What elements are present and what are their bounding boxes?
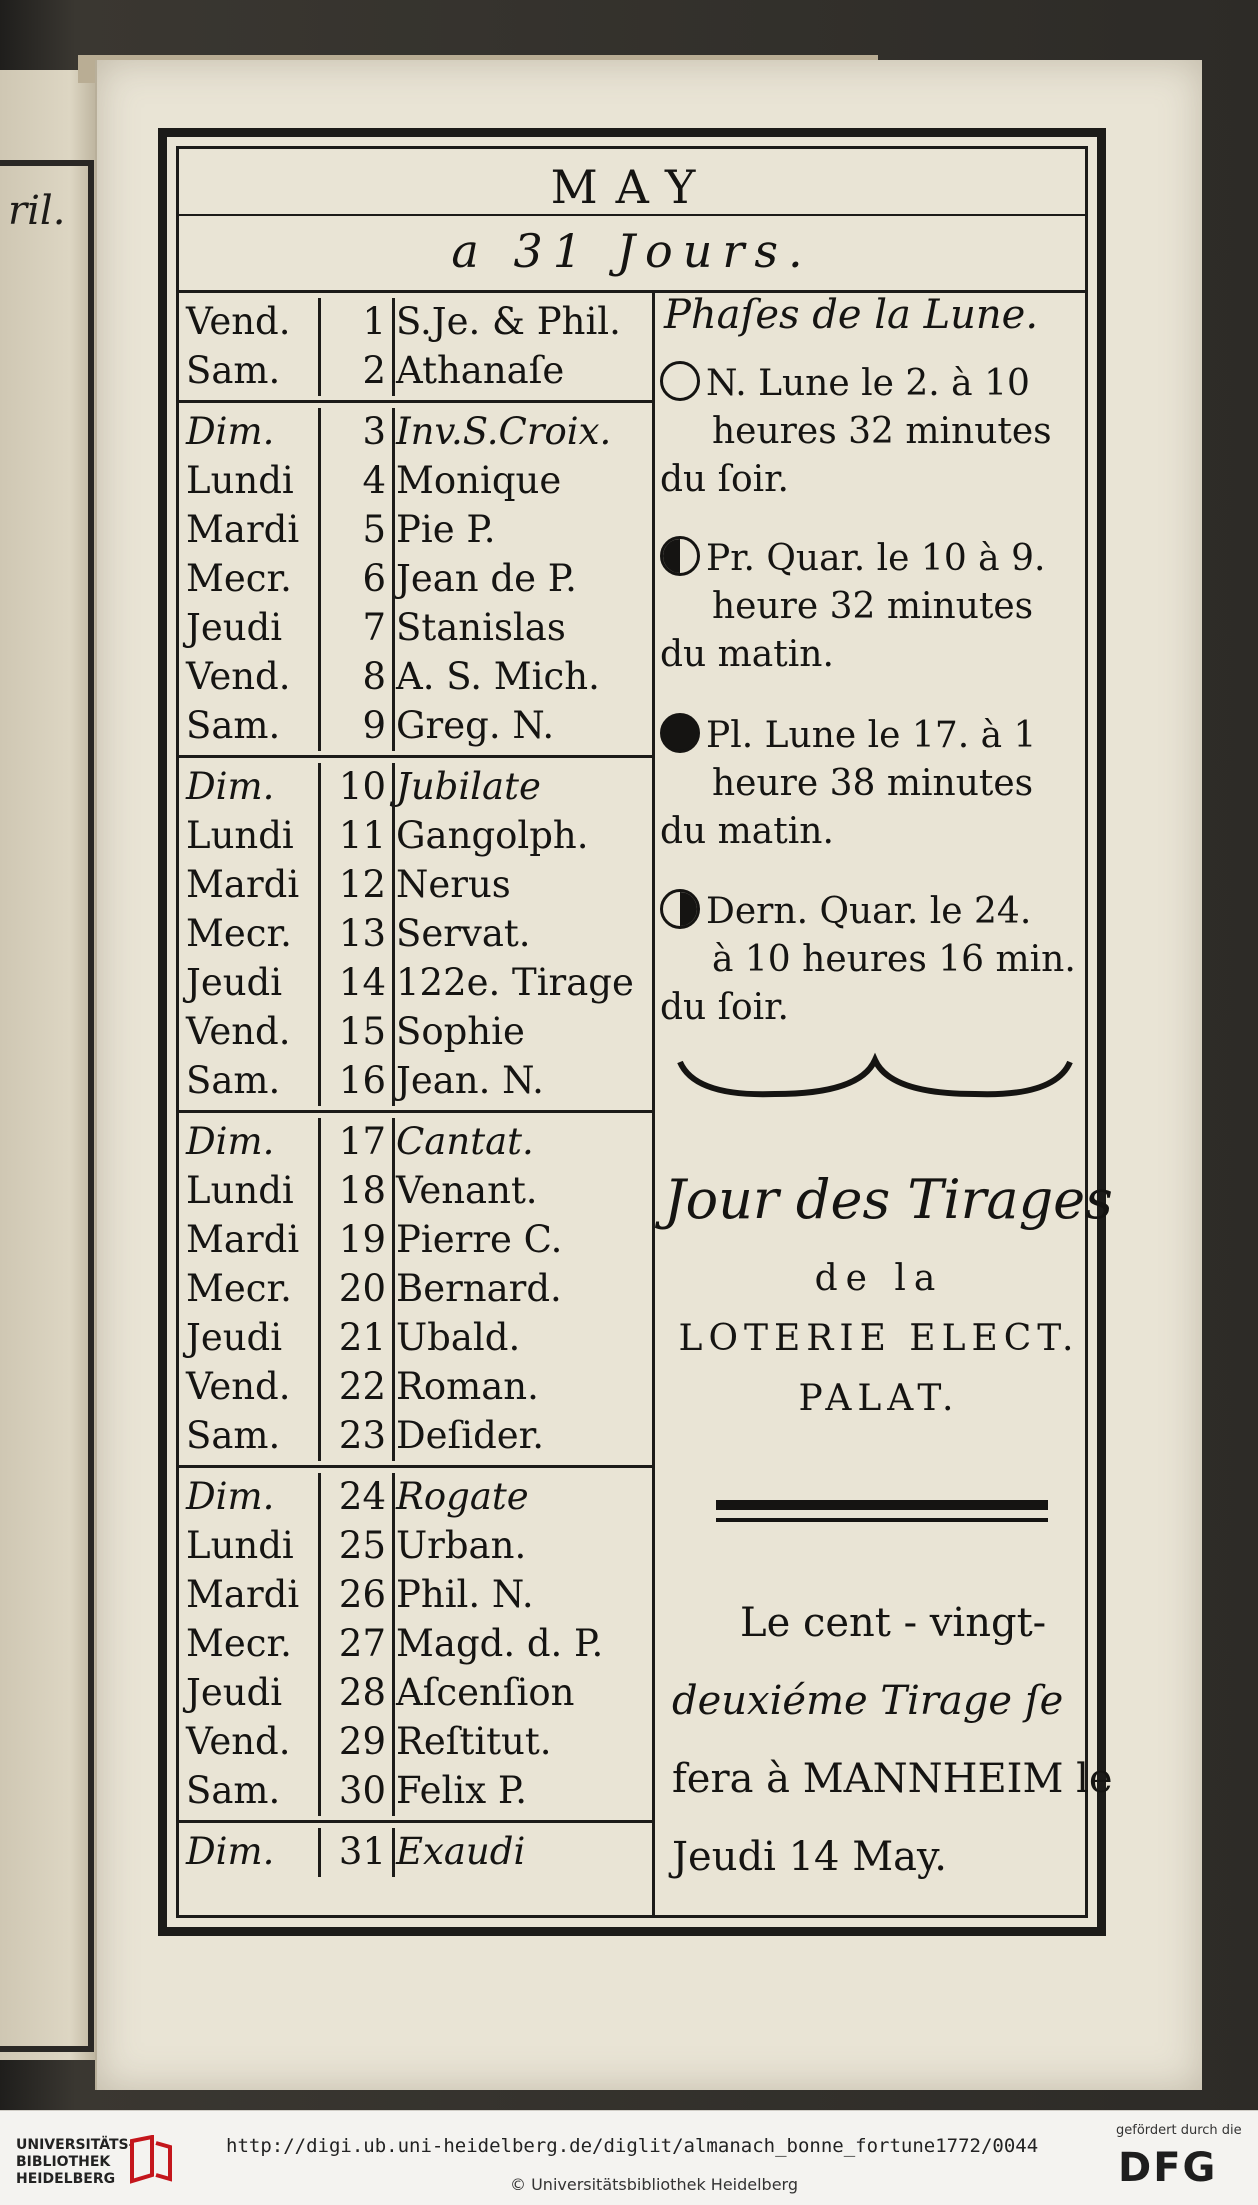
calendar-saint: Greg. N. [396, 704, 555, 747]
calendar-num: 8 [362, 655, 386, 698]
calendar-saint: Roman. [396, 1365, 539, 1408]
calendar-num: 22 [338, 1365, 386, 1408]
calendar-num: 4 [362, 459, 386, 502]
title-divider [176, 214, 1088, 216]
calendar-num: 20 [338, 1267, 386, 1310]
calendar-saint: S.Je. & Phil. [396, 300, 621, 343]
full-moon-icon [660, 713, 700, 753]
calendar-saint: Servat. [396, 912, 531, 955]
ub-heidelberg-logo[interactable] [16, 2137, 134, 2188]
calendar-day: Mardi [186, 1573, 300, 1616]
calendar-day: Dim. [186, 1475, 275, 1518]
calendar-saint: Cantat. [396, 1120, 534, 1163]
thick-rule [716, 1500, 1048, 1510]
moon-phase-line [660, 408, 1085, 456]
number-column-rule [318, 763, 321, 1106]
calendar-day: Jeudi [186, 1316, 283, 1359]
saint-column-rule [392, 1118, 395, 1461]
calendar-num: 29 [338, 1720, 386, 1763]
moon-phase-line [660, 888, 1085, 936]
moon-phase-text: du matin. [660, 634, 834, 675]
number-column-rule [318, 1828, 321, 1877]
week-divider [176, 1820, 652, 1823]
calendar-num: 28 [338, 1671, 386, 1714]
number-column-rule [318, 408, 321, 751]
calendar-num: 16 [338, 1059, 386, 1102]
moon-phase-text: Pl. Lune le 17. à 1 [706, 715, 1037, 756]
calendar-day: Lundi [186, 814, 294, 857]
moon-phase [660, 712, 1085, 856]
moon-phases-title: Phaſes de la Lune. [664, 292, 1039, 338]
month-title: MAY [550, 160, 714, 214]
moon-phase-line [660, 936, 1085, 984]
calendar-num: 17 [338, 1120, 386, 1163]
calendar-saint: Stanislas [396, 606, 566, 649]
calendar-saint: Phil. N. [396, 1573, 534, 1616]
moon-phase-line [660, 583, 1085, 631]
week-divider [176, 400, 652, 403]
calendar-day: Mardi [186, 1218, 300, 1261]
saint-column-rule [392, 1828, 395, 1877]
calendar-saint: Deſider. [396, 1414, 545, 1457]
moon-phase-text: Pr. Quar. le 10 à 9. [706, 538, 1046, 579]
moon-phase-text: du ſoir. [660, 987, 789, 1028]
saint-column-rule [392, 1473, 395, 1816]
calendar-num: 19 [338, 1218, 386, 1261]
calendar-day: Vend. [186, 300, 291, 343]
calendar-saint: Exaudi [396, 1830, 526, 1873]
moon-phase [660, 888, 1085, 1032]
calendar-saint: 122e. Tirage [396, 961, 634, 1004]
note-line: fera à MANNHEIM le [672, 1756, 1113, 1802]
logo-line: BIBLIOTHEK [16, 2154, 111, 2170]
logo-line: HEIDELBERG [16, 2171, 116, 2187]
calendar-saint: Reſtitut. [396, 1720, 552, 1763]
week-divider [176, 755, 652, 758]
moon-phase-line [660, 760, 1085, 808]
calendar-day: Mecr. [186, 912, 292, 955]
ub-mark-icon [128, 2135, 174, 2185]
calendar-num: 24 [338, 1475, 386, 1518]
calendar-num: 18 [338, 1169, 386, 1212]
calendar-num: 6 [362, 557, 386, 600]
moon-phase-text: Dern. Quar. le 24. [706, 891, 1032, 932]
copyright-text: © Universitätsbibliothek Heidelberg [510, 2175, 799, 2194]
calendar-num: 3 [362, 410, 386, 453]
calendar-saint: Jubilate [396, 765, 541, 808]
moon-phase-text: heure 32 minutes [712, 586, 1034, 627]
tirages-line-4: PALAT. [798, 1378, 960, 1419]
saint-column-rule [392, 408, 395, 751]
calendar-saint: A. S. Mich. [396, 655, 600, 698]
calendar-day: Lundi [186, 1169, 294, 1212]
saint-column-rule [392, 763, 395, 1106]
left-page-frame [0, 160, 94, 2052]
number-column-rule [318, 1118, 321, 1461]
permalink-url[interactable]: http://digi.ub.uni-heidelberg.de/diglit/almanach_bonne_fortune1772/0044 [226, 2135, 1039, 2157]
note-line: deuxiéme Tirage ſe [672, 1678, 1064, 1724]
moon-phase [660, 535, 1085, 679]
calendar-num: 25 [338, 1524, 386, 1567]
moon-phase-line [660, 535, 1085, 583]
calendar-day: Vend. [186, 655, 291, 698]
calendar-day: Sam. [186, 1769, 281, 1812]
calendar-day: Mecr. [186, 1267, 292, 1310]
tirages-line-2: de la [814, 1258, 944, 1299]
dfg-logo[interactable]: DFG [1118, 2145, 1218, 2191]
month-subtitle: a 31 Jours. [451, 224, 813, 278]
calendar-num: 12 [338, 863, 386, 906]
calendar-num: 9 [362, 704, 386, 747]
left-page-fragment: ril. [8, 188, 66, 234]
moon-phase-text: du ſoir. [660, 459, 789, 500]
calendar-day: Vend. [186, 1365, 291, 1408]
tirages-line-3: LOTERIE ELECT. [678, 1318, 1080, 1359]
moon-phase-text: du matin. [660, 811, 834, 852]
calendar-day: Dim. [186, 410, 275, 453]
moon-phase-line [660, 631, 1085, 679]
tirages-heading: Jour des Tirages [664, 1168, 1113, 1231]
calendar-num: 5 [362, 508, 386, 551]
calendar-num: 1 [362, 300, 386, 343]
moon-phase-line [660, 712, 1085, 760]
calendar-saint: Venant. [396, 1169, 538, 1212]
calendar-num: 14 [338, 961, 386, 1004]
left-page-edge [0, 70, 103, 2060]
calendar-day: Dim. [186, 765, 275, 808]
moon-phase-line [660, 360, 1085, 408]
calendar-day: Sam. [186, 349, 281, 392]
calendar-num: 10 [338, 765, 386, 808]
calendar-saint: Athanaſe [396, 349, 565, 392]
note-line: Le cent - vingt- [740, 1600, 1047, 1646]
moon-phase-line [660, 808, 1085, 856]
moon-phase-text: à 10 heures 16 min. [712, 939, 1076, 980]
calendar-saint: Monique [396, 459, 562, 502]
calendar-day: Vend. [186, 1010, 291, 1053]
calendar-day: Jeudi [186, 606, 283, 649]
calendar-num: 15 [338, 1010, 386, 1053]
funded-by-text: gefördert durch die [1116, 2123, 1242, 2138]
saint-column-rule [392, 298, 395, 396]
thin-rule [716, 1518, 1048, 1522]
first-quarter-moon-icon [660, 536, 700, 576]
last-quarter-moon-icon [660, 889, 700, 929]
calendar-num: 13 [338, 912, 386, 955]
footer-bar [0, 2110, 1258, 2205]
calendar-day: Vend. [186, 1720, 291, 1763]
calendar-num: 31 [338, 1830, 386, 1873]
calendar-num: 26 [338, 1573, 386, 1616]
calendar-day: Jeudi [186, 1671, 283, 1714]
calendar-saint: Gangolph. [396, 814, 589, 857]
calendar-saint: Inv.S.Croix. [396, 410, 612, 453]
calendar-day: Sam. [186, 704, 281, 747]
number-column-rule [318, 298, 321, 396]
column-divider [652, 290, 655, 1918]
calendar-num: 7 [362, 606, 386, 649]
calendar-saint: Nerus [396, 863, 511, 906]
calendar-saint: Sophie [396, 1010, 525, 1053]
calendar-day: Sam. [186, 1059, 281, 1102]
calendar-saint: Jean de P. [396, 557, 577, 600]
moon-phase-text: N. Lune le 2. à 10 [706, 363, 1030, 404]
calendar-num: 11 [338, 814, 386, 857]
calendar-num: 30 [338, 1769, 386, 1812]
calendar-saint: Pie P. [396, 508, 496, 551]
calendar-saint: Magd. d. P. [396, 1622, 604, 1665]
calendar-saint: Aſcenſion [396, 1671, 575, 1714]
calendar-saint: Bernard. [396, 1267, 562, 1310]
calendar-day: Lundi [186, 1524, 294, 1567]
number-column-rule [318, 1473, 321, 1816]
calendar-saint: Felix P. [396, 1769, 527, 1812]
calendar-saint: Pierre C. [396, 1218, 563, 1261]
new-moon-icon [660, 361, 700, 401]
week-divider [176, 1110, 652, 1113]
calendar-day: Mecr. [186, 557, 292, 600]
calendar-num: 27 [338, 1622, 386, 1665]
moon-phase-line [660, 984, 1085, 1032]
calendar-num: 23 [338, 1414, 386, 1457]
moon-phase-line [660, 456, 1085, 504]
moon-phase-text: heure 38 minutes [712, 763, 1034, 804]
logo-line: UNIVERSITÄTS- [16, 2137, 135, 2153]
calendar-day: Sam. [186, 1414, 281, 1457]
calendar-saint: Jean. N. [396, 1059, 544, 1102]
calendar-day: Mardi [186, 863, 300, 906]
calendar-day: Mardi [186, 508, 300, 551]
calendar-saint: Rogate [396, 1475, 529, 1518]
calendar-day: Dim. [186, 1120, 275, 1163]
calendar-num: 21 [338, 1316, 386, 1359]
calendar-day: Dim. [186, 1830, 275, 1873]
calendar-num: 2 [362, 349, 386, 392]
calendar-day: Lundi [186, 459, 294, 502]
moon-phase-text: heures 32 minutes [712, 411, 1052, 452]
calendar-saint: Urban. [396, 1524, 527, 1567]
note-line: Jeudi 14 May. [672, 1834, 947, 1880]
week-divider [176, 1465, 652, 1468]
calendar-day: Jeudi [186, 961, 283, 1004]
calendar-day: Mecr. [186, 1622, 292, 1665]
decorative-brace-icon [675, 1052, 1075, 1112]
calendar-saint: Ubald. [396, 1316, 521, 1359]
moon-phase [660, 360, 1085, 504]
